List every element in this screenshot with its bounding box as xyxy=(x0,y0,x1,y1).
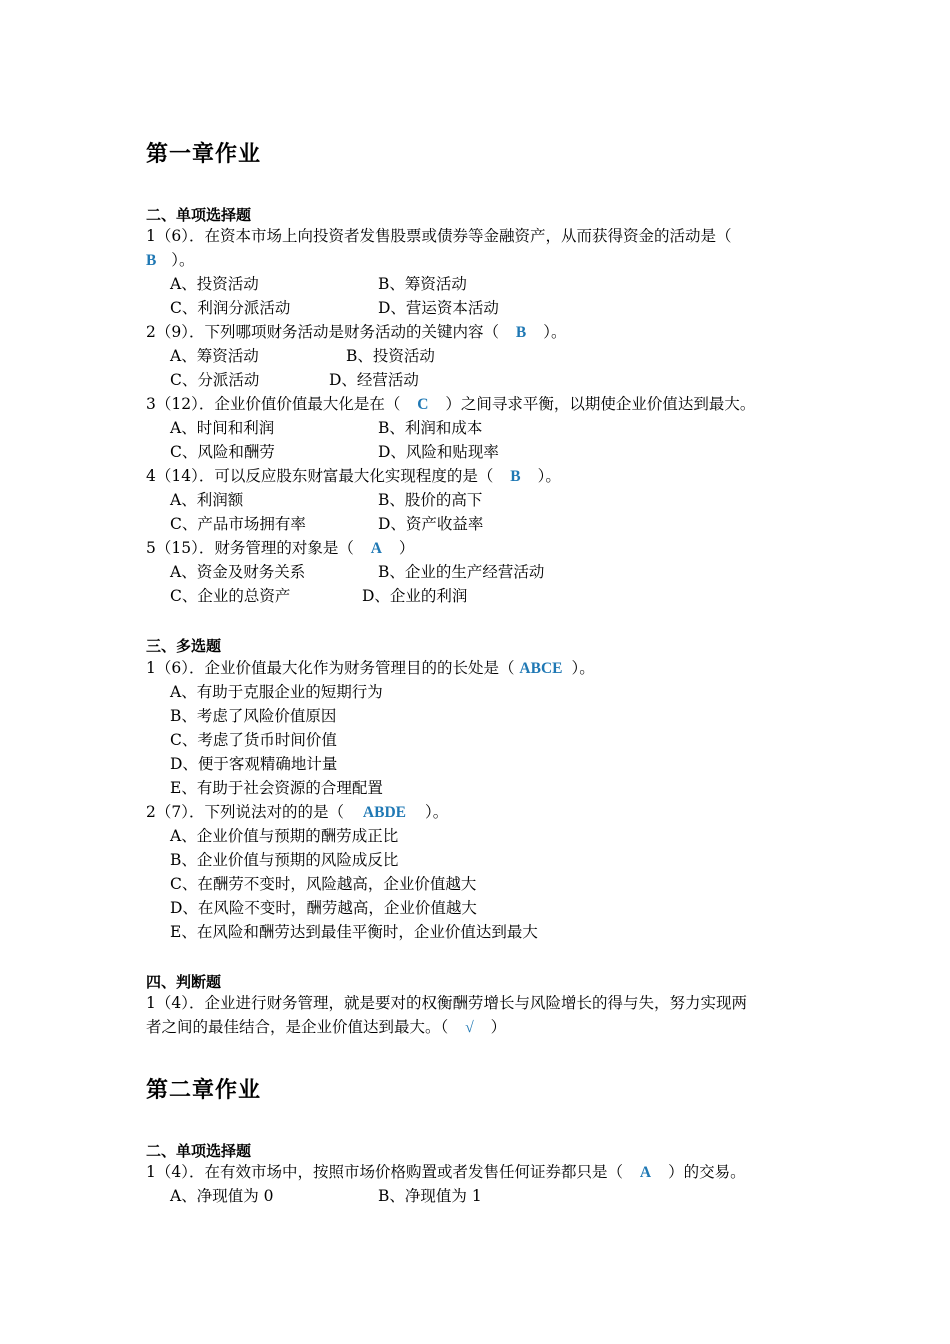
question-3-text: 3（12）．企业价值价值最大化是在（ C ）之间寻求平衡，以期使企业价值达到最大。 xyxy=(146,395,756,413)
answer-mark: B xyxy=(146,252,157,269)
option-a: A、时间和利润 xyxy=(170,419,275,437)
question-4-text: 4（14）．可以反应股东财富最大化实现程度的是（ B ）。 xyxy=(146,467,561,485)
answer-mark: ABDE xyxy=(362,804,406,821)
judge-question-1-line-1: 1（4）．企业进行财务管理，就是要对的权衡酬劳增长与风险增长的得与失，努力实现两 xyxy=(146,994,747,1012)
multi-question-1-text: 1（6）．企业价值最大化作为财务管理目的的长处是（ ABCE ）。 xyxy=(146,659,595,677)
option-b: B、筹资活动 xyxy=(378,275,467,293)
answer-mark: B xyxy=(510,468,521,485)
option-d: D、经营活动 xyxy=(329,371,419,389)
option-c: C、风险和酬劳 xyxy=(170,443,275,461)
option-c: C、考虑了货币时间价值 xyxy=(170,731,337,749)
option-d: D、在风险不变时，酬劳越高，企业价值越大 xyxy=(170,899,477,917)
option-d: D、风险和贴现率 xyxy=(378,443,499,461)
option-b: B、股价的高下 xyxy=(378,491,483,509)
option-d: D、企业的利润 xyxy=(362,587,468,605)
ch2-question-1-text: 1（4）．在有效市场中，按照市场价格购置或者发售任何证券都只是（ A ）的交易。 xyxy=(146,1163,746,1181)
option-e: E、有助于社会资源的合理配置 xyxy=(170,779,383,797)
option-d: D、营运资本活动 xyxy=(378,299,499,317)
judge-question-1-line-2: 者之间的最佳结合，是企业价值达到最大。（ √ ） xyxy=(146,1018,507,1036)
option-c: C、利润分派活动 xyxy=(170,299,291,317)
option-a: A、净现值为 0 xyxy=(170,1187,274,1205)
answer-mark: A xyxy=(639,1164,652,1181)
option-b: B、考虑了风险价值原因 xyxy=(170,707,337,725)
option-b: B、利润和成本 xyxy=(378,419,483,437)
option-b: B、企业价值与预期的风险成反比 xyxy=(170,851,399,869)
option-a: A、利润额 xyxy=(170,491,244,509)
section-true-false-title: 四、判断题 xyxy=(146,973,222,991)
answer-mark: ABCE xyxy=(519,660,563,677)
section-multiple-choice-title: 三、多选题 xyxy=(146,637,222,655)
option-d: D、便于客观精确地计量 xyxy=(170,755,338,773)
answer-mark: B xyxy=(515,324,527,341)
option-b: B、企业的生产经营活动 xyxy=(378,563,545,581)
option-c: C、分派活动 xyxy=(170,371,260,389)
option-d: D、资产收益率 xyxy=(378,515,484,533)
question-5-text: 5（15）．财务管理的对象是（ A ） xyxy=(146,539,415,557)
multi-question-2-text: 2（7）．下列说法对的的是（ ABDE ）。 xyxy=(146,803,449,821)
question-1-text: 1（6）．在资本市场上向投资者发售股票或债券等金融资产，从而获得资金的活动是（ xyxy=(146,227,732,245)
option-c: C、在酬劳不变时，风险越高，企业价值越大 xyxy=(170,875,477,893)
chapter-2-title: 第二章作业 xyxy=(146,1078,262,1103)
question-2-text: 2（9）．下列哪项财务活动是财务活动的关键内容（ B ）。 xyxy=(146,323,567,341)
chapter-1-title: 第一章作业 xyxy=(146,142,262,167)
option-a: A、投资活动 xyxy=(170,275,259,293)
option-c: C、产品市场拥有率 xyxy=(170,515,306,533)
option-a: A、企业价值与预期的酬劳成正比 xyxy=(170,827,399,845)
answer-mark: C xyxy=(417,396,429,413)
answer-mark: A xyxy=(370,540,382,557)
option-a: A、筹资活动 xyxy=(170,347,259,365)
option-b: B、净现值为 1 xyxy=(378,1187,482,1205)
check-mark-icon: √ xyxy=(465,1019,474,1036)
option-e: E、在风险和酬劳达到最佳平衡时，企业价值达到最大 xyxy=(170,923,538,941)
option-b: B、投资活动 xyxy=(346,347,435,365)
option-a: A、资金及财务关系 xyxy=(170,563,306,581)
option-a: A、有助于克服企业的短期行为 xyxy=(170,683,383,701)
question-1-answer-line: B ）。 xyxy=(146,251,195,269)
section-single-choice-title: 二、单项选择题 xyxy=(146,206,252,224)
section-single-choice-title: 二、单项选择题 xyxy=(146,1142,252,1160)
option-c: C、企业的总资产 xyxy=(170,587,291,605)
